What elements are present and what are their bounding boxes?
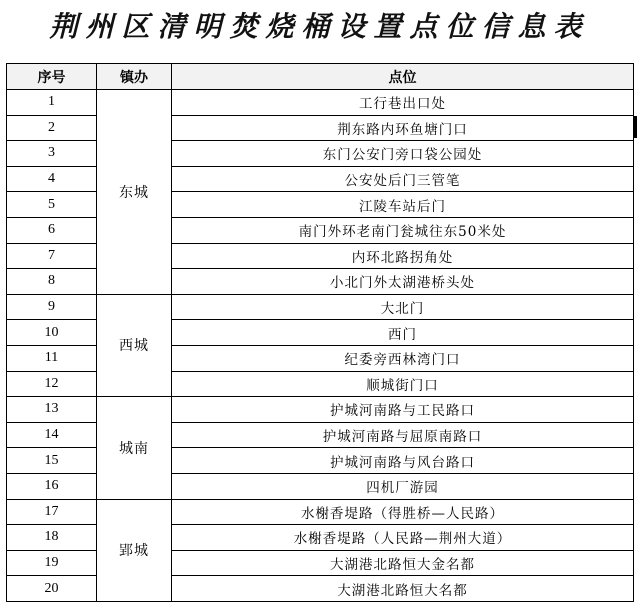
row-location: 工行巷出口处 bbox=[172, 90, 634, 116]
row-location: 大湖港北路恒大名都 bbox=[172, 576, 634, 602]
row-location: 水榭香堤路（得胜桥—人民路） bbox=[172, 499, 634, 525]
row-number: 19 bbox=[7, 550, 97, 576]
row-location: 大湖港北路恒大金名都 bbox=[172, 550, 634, 576]
row-number: 12 bbox=[7, 371, 97, 397]
row-number: 10 bbox=[7, 320, 97, 346]
row-number: 13 bbox=[7, 397, 97, 423]
town-cell: 郢城 bbox=[97, 499, 172, 601]
row-number: 8 bbox=[7, 269, 97, 295]
row-location: 内环北路拐角处 bbox=[172, 243, 634, 269]
town-cell: 东城 bbox=[97, 90, 172, 295]
table-row bbox=[7, 90, 634, 116]
row-number: 15 bbox=[7, 448, 97, 474]
row-location: 护城河南路与风台路口 bbox=[172, 448, 634, 474]
table-row bbox=[7, 294, 634, 320]
row-location: 江陵车站后门 bbox=[172, 192, 634, 218]
row-location: 顺城街门口 bbox=[172, 371, 634, 397]
row-number: 4 bbox=[7, 166, 97, 192]
row-number: 6 bbox=[7, 217, 97, 243]
row-location: 小北门外太湖港桥头处 bbox=[172, 269, 634, 295]
row-location: 荆东路内环鱼塘门口 bbox=[172, 115, 634, 141]
row-location: 大北门 bbox=[172, 294, 634, 320]
row-number: 9 bbox=[7, 294, 97, 320]
row-location: 四机厂游园 bbox=[172, 473, 634, 499]
row-location: 护城河南路与屈原南路口 bbox=[172, 422, 634, 448]
row-location: 纪委旁西林湾门口 bbox=[172, 345, 634, 371]
row-location: 公安处后门三管笔 bbox=[172, 166, 634, 192]
row-number: 11 bbox=[7, 345, 97, 371]
row-number: 5 bbox=[7, 192, 97, 218]
row-number: 7 bbox=[7, 243, 97, 269]
header-town: 镇办 bbox=[97, 64, 172, 90]
table-row bbox=[7, 397, 634, 423]
row-number: 16 bbox=[7, 473, 97, 499]
row-location: 护城河南路与工民路口 bbox=[172, 397, 634, 423]
page-edge-mark bbox=[633, 116, 637, 138]
row-location: 东门公安门旁口袋公园处 bbox=[172, 141, 634, 167]
header-location: 点位 bbox=[172, 64, 634, 90]
row-location: 水榭香堤路（人民路—荆州大道） bbox=[172, 525, 634, 551]
row-number: 1 bbox=[7, 90, 97, 116]
row-number: 3 bbox=[7, 141, 97, 167]
town-cell: 西城 bbox=[97, 294, 172, 396]
table-header-row bbox=[7, 64, 634, 90]
location-table bbox=[6, 63, 634, 602]
town-cell: 城南 bbox=[97, 397, 172, 499]
document-title: 荆州区清明焚烧桶设置点位信息表 bbox=[49, 10, 590, 43]
row-number: 18 bbox=[7, 525, 97, 551]
header-serial-number: 序号 bbox=[7, 64, 97, 90]
row-number: 2 bbox=[7, 115, 97, 141]
row-location: 西门 bbox=[172, 320, 634, 346]
row-number: 20 bbox=[7, 576, 97, 602]
row-location: 南门外环老南门瓮城往东50米处 bbox=[172, 217, 634, 243]
row-number: 17 bbox=[7, 499, 97, 525]
row-number: 14 bbox=[7, 422, 97, 448]
table-row bbox=[7, 499, 634, 525]
